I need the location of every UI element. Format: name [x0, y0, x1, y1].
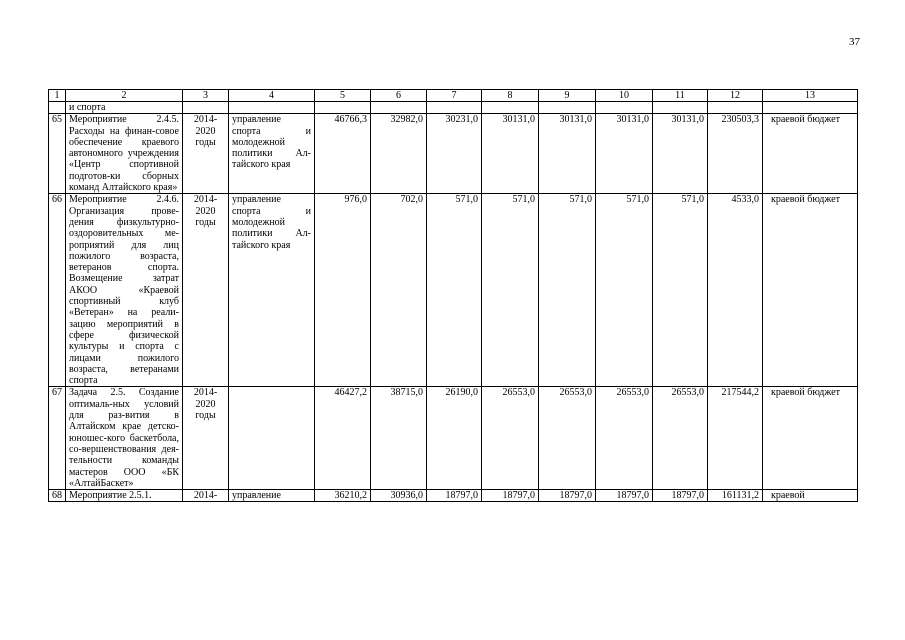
program-table [48, 89, 858, 502]
column-header: 3 [183, 90, 229, 102]
value-cell: 38715,0 [371, 387, 427, 490]
value-cell: 976,0 [315, 194, 371, 387]
period: 2014- [183, 490, 229, 502]
column-header: 7 [427, 90, 482, 102]
value-cell: 32982,0 [371, 114, 427, 194]
continuation-row [49, 102, 858, 114]
value-cell: 18797,0 [482, 490, 539, 502]
value-cell: 30131,0 [653, 114, 708, 194]
value-cell: 30131,0 [596, 114, 653, 194]
period: 2014-2020 годы [183, 387, 229, 490]
value-cell: 30131,0 [482, 114, 539, 194]
funding-source: краевой бюджет [763, 387, 858, 490]
funding-source: краевой бюджет [763, 194, 858, 387]
column-header: 4 [229, 90, 315, 102]
activity-name: Мероприятие 2.5.1. [66, 490, 183, 502]
executor: управление спорта и молодежной политики Ал-тайского края [229, 194, 315, 387]
column-header: 1 [49, 90, 66, 102]
table-row [49, 114, 858, 194]
row-number: 67 [49, 387, 66, 490]
funding-source: краевой [763, 490, 858, 502]
period: 2014-2020 годы [183, 114, 229, 194]
value-cell: 18797,0 [653, 490, 708, 502]
activity-name: Мероприятие 2.4.5. Расходы на финан-совое обеспечение краевого автономного учреждения «Центр спортивной подготов-ки сборных команд Алтайского края» [66, 114, 183, 194]
column-header: 5 [315, 90, 371, 102]
activity-name: Задача 2.5. Создание оптималь-ных условий для раз-вития в Алтайском крае детско-юношес-кого баскетбола, со-вершенствования дея-тельности команды мастеров ООО «БК «АлтайБаскет» [66, 387, 183, 490]
executor: управление спорта и молодежной политики Ал-тайского края [229, 114, 315, 194]
value-cell: 18797,0 [427, 490, 482, 502]
continuation-text: и спорта [66, 102, 183, 114]
value-cell: 571,0 [653, 194, 708, 387]
value-cell: 18797,0 [596, 490, 653, 502]
activity-name: Мероприятие 2.4.6. Организация прове-дения физкультурно-оздоровительных ме-роприятий для лиц пожилого возраста, ветеранов спорта. Возмещение затрат АКОО «Краевой спортивный клуб «Ветеран» на реали-зацию мероприятий в сфере физической культуры и спорта с лицами пожилого возраста, ветеранами спорта [66, 194, 183, 387]
value-cell: 18797,0 [539, 490, 596, 502]
column-header: 6 [371, 90, 427, 102]
page-number: 37 [849, 36, 860, 48]
value-cell: 26553,0 [653, 387, 708, 490]
total-cell: 217544,2 [708, 387, 763, 490]
value-cell: 26553,0 [539, 387, 596, 490]
value-cell: 26553,0 [482, 387, 539, 490]
value-cell: 46766,3 [315, 114, 371, 194]
table-row [49, 194, 858, 387]
table-row [49, 387, 858, 490]
table-row [49, 490, 858, 502]
column-header: 12 [708, 90, 763, 102]
column-header: 10 [596, 90, 653, 102]
column-header: 2 [66, 90, 183, 102]
value-cell: 571,0 [427, 194, 482, 387]
column-header: 9 [539, 90, 596, 102]
value-cell: 571,0 [596, 194, 653, 387]
funding-source: краевой бюджет [763, 114, 858, 194]
row-number: 65 [49, 114, 66, 194]
value-cell: 571,0 [539, 194, 596, 387]
total-cell: 4533,0 [708, 194, 763, 387]
value-cell: 36210,2 [315, 490, 371, 502]
total-cell: 161131,2 [708, 490, 763, 502]
column-header: 11 [653, 90, 708, 102]
column-number-row [49, 90, 858, 102]
total-cell: 230503,3 [708, 114, 763, 194]
value-cell: 30131,0 [539, 114, 596, 194]
executor [229, 387, 315, 490]
value-cell: 26190,0 [427, 387, 482, 490]
value-cell: 702,0 [371, 194, 427, 387]
value-cell: 26553,0 [596, 387, 653, 490]
value-cell: 30231,0 [427, 114, 482, 194]
value-cell: 571,0 [482, 194, 539, 387]
executor: управление [229, 490, 315, 502]
row-number: 68 [49, 490, 66, 502]
value-cell: 46427,2 [315, 387, 371, 490]
row-number: 66 [49, 194, 66, 387]
column-header: 8 [482, 90, 539, 102]
period: 2014-2020 годы [183, 194, 229, 387]
column-header: 13 [763, 90, 858, 102]
value-cell: 30936,0 [371, 490, 427, 502]
